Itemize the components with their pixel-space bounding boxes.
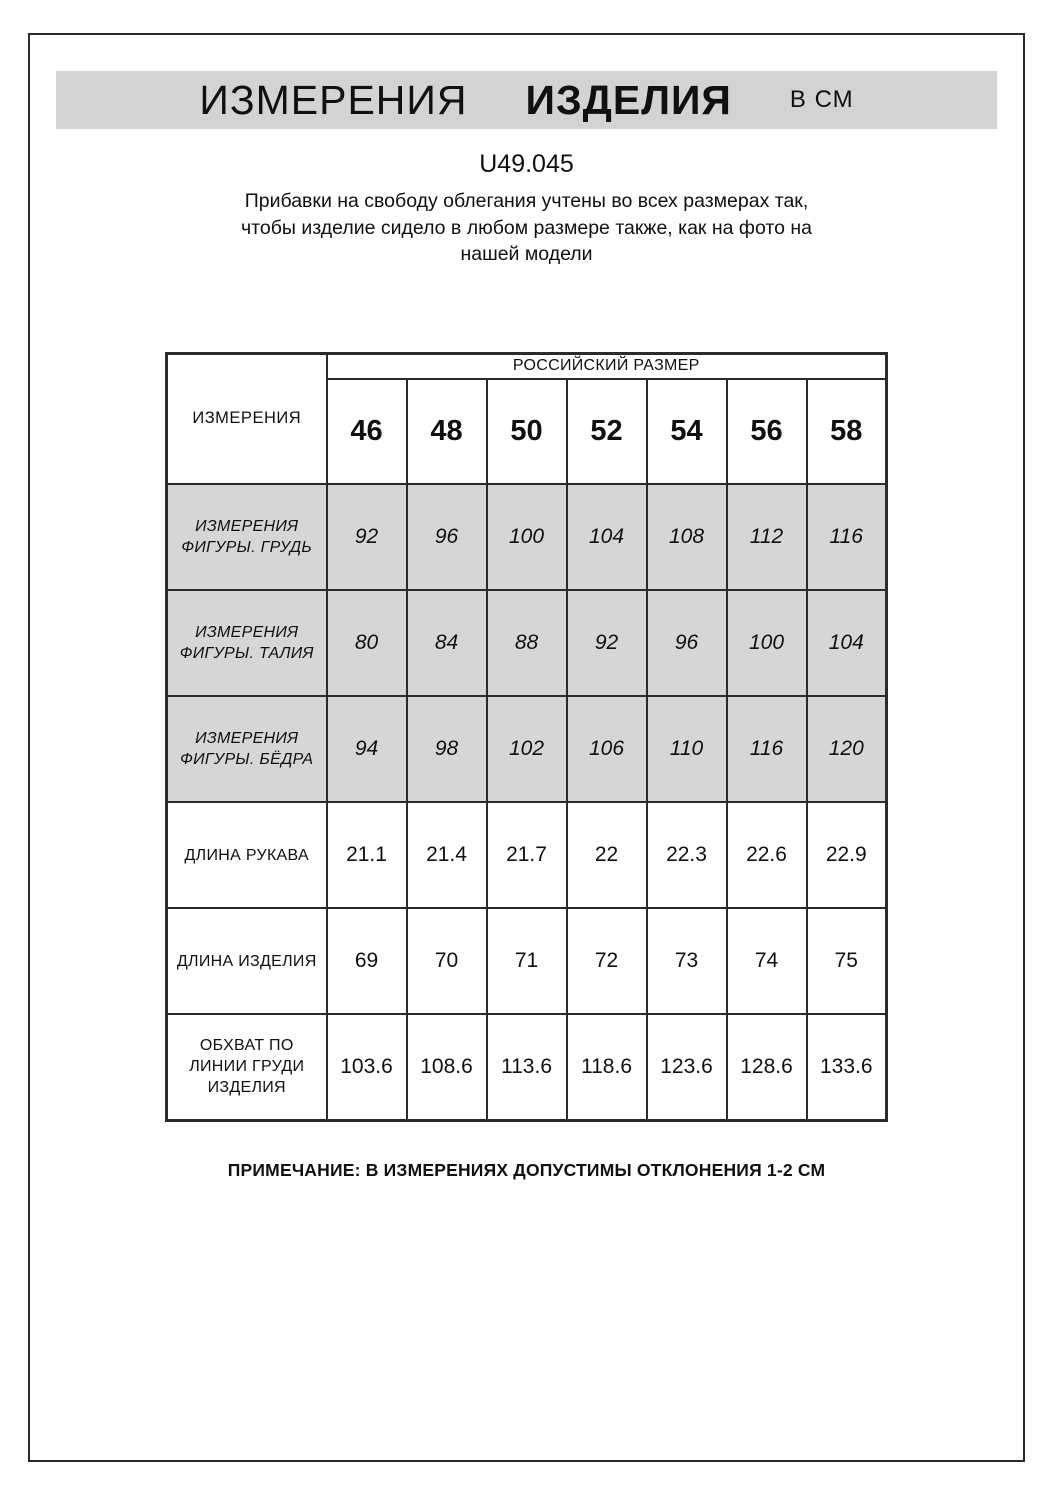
row-label: ИЗМЕРЕНИЯ ФИГУРЫ. ГРУДЬ — [167, 484, 327, 590]
fit-description-line: чтобы изделие сидело в любом размере также, как на фото на — [241, 216, 812, 239]
row-label: ДЛИНА РУКАВА — [167, 802, 327, 908]
corner-label: ИЗМЕРЕНИЯ — [167, 353, 327, 484]
size-col-56: 56 — [727, 379, 807, 484]
value-cell: 100 — [487, 484, 567, 590]
table-row — [167, 484, 887, 590]
value-cell: 80 — [327, 590, 407, 696]
value-cell: 103.6 — [327, 1014, 407, 1120]
value-cell: 112 — [727, 484, 807, 590]
value-cell: 116 — [727, 696, 807, 802]
title-measurements: ИЗМЕРЕНИЯ — [199, 76, 468, 123]
row-label: ИЗМЕРЕНИЯ ФИГУРЫ. ТАЛИЯ — [167, 590, 327, 696]
value-cell: 72 — [567, 908, 647, 1014]
value-cell: 110 — [647, 696, 727, 802]
value-cell: 74 — [727, 908, 807, 1014]
page-border — [28, 33, 1025, 1462]
value-cell: 106 — [567, 696, 647, 802]
value-cell: 116 — [807, 484, 887, 590]
value-cell: 71 — [487, 908, 567, 1014]
value-cell: 96 — [647, 590, 727, 696]
value-cell: 69 — [327, 908, 407, 1014]
value-cell: 123.6 — [647, 1014, 727, 1120]
size-col-48: 48 — [407, 379, 487, 484]
value-cell: 108.6 — [407, 1014, 487, 1120]
value-cell: 84 — [407, 590, 487, 696]
value-cell: 96 — [407, 484, 487, 590]
size-col-58: 58 — [807, 379, 887, 484]
size-col-52: 52 — [567, 379, 647, 484]
table-row — [167, 590, 887, 696]
row-label: ИЗМЕРЕНИЯ ФИГУРЫ. БЁДРА — [167, 696, 327, 802]
value-cell: 94 — [327, 696, 407, 802]
value-cell: 75 — [807, 908, 887, 1014]
table-row — [167, 1014, 887, 1120]
table-row — [167, 802, 887, 908]
value-cell: 100 — [727, 590, 807, 696]
row-label: ОБХВАТ ПО ЛИНИИ ГРУДИ ИЗДЕЛИЯ — [167, 1014, 327, 1120]
value-cell: 133.6 — [807, 1014, 887, 1120]
value-cell: 73 — [647, 908, 727, 1014]
value-cell: 21.7 — [487, 802, 567, 908]
size-col-50: 50 — [487, 379, 567, 484]
value-cell: 102 — [487, 696, 567, 802]
size-col-54: 54 — [647, 379, 727, 484]
value-cell: 118.6 — [567, 1014, 647, 1120]
value-cell: 22.9 — [807, 802, 887, 908]
value-cell: 92 — [567, 590, 647, 696]
value-cell: 108 — [647, 484, 727, 590]
group-header: РОССИЙСКИЙ РАЗМЕР — [327, 353, 887, 379]
value-cell: 21.1 — [327, 802, 407, 908]
value-cell: 98 — [407, 696, 487, 802]
size-table — [165, 352, 888, 1122]
value-cell: 104 — [807, 590, 887, 696]
value-cell: 104 — [567, 484, 647, 590]
title-product: ИЗДЕЛИЯ — [525, 76, 732, 123]
group-header-row — [167, 353, 887, 379]
fit-description-line: Прибавки на свободу облегания учтены во всех размерах так, — [244, 190, 809, 212]
value-cell: 70 — [407, 908, 487, 1014]
value-cell: 22.3 — [647, 802, 727, 908]
tolerance-note: ПРИМЕЧАНИЕ: В ИЗМЕРЕНИЯХ ДОПУСТИМЫ ОТКЛОНЕНИЯ 1-2 СМ — [227, 1159, 826, 1180]
article-code: U49.045 — [479, 150, 574, 178]
value-cell: 88 — [487, 590, 567, 696]
row-label: ДЛИНА ИЗДЕЛИЯ — [167, 908, 327, 1014]
value-cell: 92 — [327, 484, 407, 590]
value-cell: 113.6 — [487, 1014, 567, 1120]
title-units: В СМ — [789, 86, 854, 113]
value-cell: 120 — [807, 696, 887, 802]
table-row — [167, 908, 887, 1014]
value-cell: 22.6 — [727, 802, 807, 908]
value-cell: 22 — [567, 802, 647, 908]
table-row — [167, 696, 887, 802]
fit-description-line: нашей модели — [460, 243, 593, 265]
size-col-46: 46 — [327, 379, 407, 484]
size-table-body — [167, 484, 887, 1120]
value-cell: 21.4 — [407, 802, 487, 908]
title-banner — [56, 71, 997, 129]
fit-description — [30, 188, 1023, 268]
value-cell: 128.6 — [727, 1014, 807, 1120]
